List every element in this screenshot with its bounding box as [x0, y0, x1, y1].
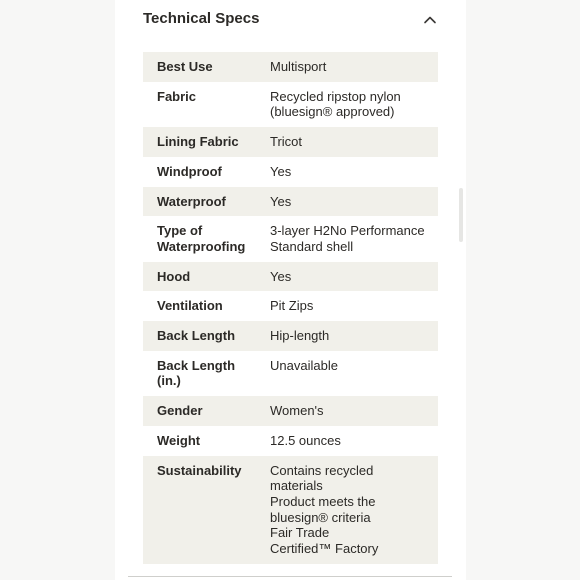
specs-table [143, 52, 438, 564]
spec-value: Contains recycled materials Product meets the bluesign® criteria Fair Trade Certified™ Factory [270, 462, 379, 557]
spec-value: 12.5 ounces [270, 432, 341, 448]
spec-label: Type of Waterproofing [157, 223, 246, 254]
spec-value: Women's [270, 403, 324, 419]
spec-row [143, 187, 438, 217]
spec-label: Ventilation [157, 298, 223, 314]
spec-value: Multisport [270, 59, 327, 74]
spec-value: Yes [270, 163, 292, 179]
spec-value: Pit Zips [270, 298, 314, 314]
specs-panel [115, 0, 466, 580]
divider [128, 576, 452, 577]
spec-label: Fabric [157, 88, 197, 104]
spec-value: Recycled ripstop nylon (bluesign® approved) [270, 88, 401, 120]
spec-row [143, 82, 438, 127]
chevron-up-icon[interactable] [422, 12, 438, 28]
section-title: Technical Specs [143, 10, 260, 27]
spec-value: Unavailable [270, 357, 338, 373]
spec-row [143, 321, 438, 351]
spec-label: Weight [157, 432, 201, 448]
spec-label: Sustainability [157, 462, 242, 478]
spec-label: Best Use [157, 59, 213, 74]
spec-label: Gender [157, 403, 203, 419]
spec-label: Hood [157, 268, 191, 284]
spec-row [143, 52, 438, 82]
spec-row [143, 396, 438, 426]
spec-row [143, 426, 438, 456]
spec-label: Back Length (in.) [157, 357, 236, 389]
spec-label: Waterproof [157, 193, 226, 209]
spec-row [143, 351, 438, 396]
spec-value: Yes [270, 193, 292, 209]
spec-row [143, 216, 438, 261]
spec-row [143, 456, 438, 564]
spec-value: Yes [270, 268, 292, 284]
spec-row [143, 127, 438, 157]
spec-row [143, 291, 438, 321]
spec-value: 3-layer H2No Performance Standard shell [270, 223, 425, 254]
specs-section-header[interactable] [143, 0, 438, 40]
spec-value: Tricot [270, 134, 303, 150]
spec-label: Lining Fabric [157, 134, 239, 150]
spec-value: Hip-length [270, 328, 330, 344]
spec-label: Windproof [157, 163, 222, 179]
spec-label: Back Length [157, 328, 236, 344]
spec-row [143, 157, 438, 187]
scrollbar-thumb[interactable] [459, 188, 463, 242]
spec-row [143, 262, 438, 292]
